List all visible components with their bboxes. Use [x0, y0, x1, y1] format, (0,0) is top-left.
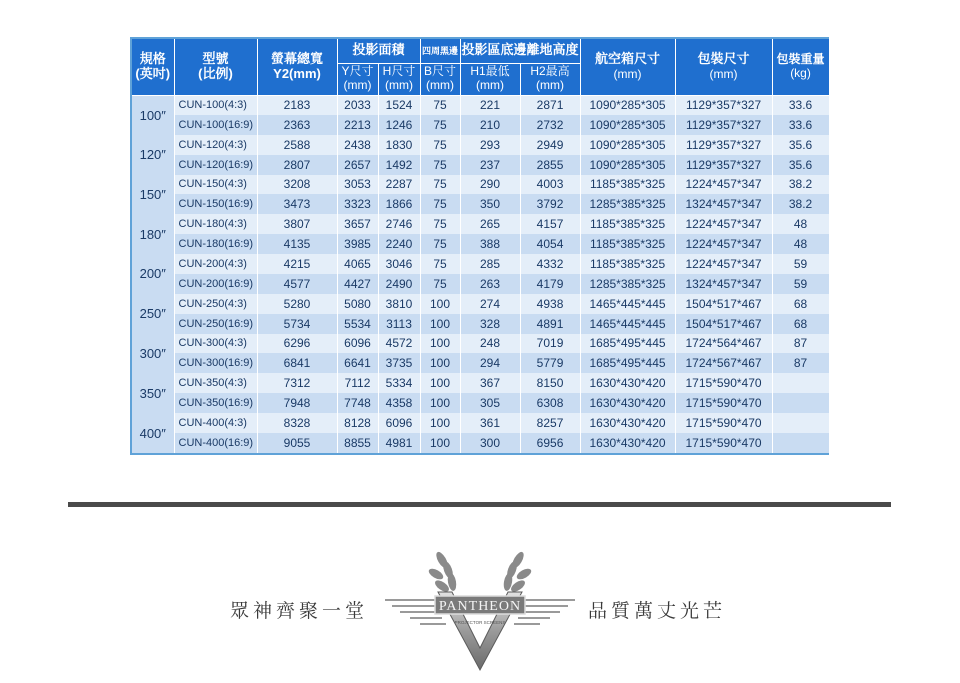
cell-y: 2213: [337, 115, 378, 135]
cell-model: CUN-350(16:9): [174, 393, 257, 413]
cell-b: 100: [420, 353, 460, 373]
spec-table-container: [130, 37, 829, 455]
cell-h1: 290: [460, 175, 520, 195]
cell-y2: 6841: [257, 353, 337, 373]
header-model: 型號 (比例): [174, 39, 257, 95]
cell-kg: 68: [772, 314, 829, 334]
cell-y: 5080: [337, 294, 378, 314]
cell-y2: 3807: [257, 214, 337, 234]
cell-h2: 4891: [520, 314, 580, 334]
cell-h2: 4332: [520, 254, 580, 274]
cell-h1: 265: [460, 214, 520, 234]
cell-h1: 305: [460, 393, 520, 413]
cell-y: 7748: [337, 393, 378, 413]
cell-model: CUN-400(4:3): [174, 413, 257, 433]
cell-b: 100: [420, 413, 460, 433]
header-package-size: 包裝尺寸 (mm): [675, 39, 772, 95]
cell-box: 1090*285*305: [580, 135, 675, 155]
cell-box: 1090*285*305: [580, 115, 675, 135]
cell-kg: 35.6: [772, 135, 829, 155]
cell-pack: 1224*457*347: [675, 234, 772, 254]
cell-box: 1185*385*325: [580, 234, 675, 254]
cell-y: 6641: [337, 353, 378, 373]
cell-h2: 7019: [520, 334, 580, 354]
size-cell: 350″: [132, 373, 174, 413]
cell-y: 8128: [337, 413, 378, 433]
table-row: [132, 413, 829, 433]
laurel-left-icon: [427, 550, 457, 594]
cell-box: 1685*495*445: [580, 353, 675, 373]
cell-b: 75: [420, 135, 460, 155]
cell-pack: 1224*457*347: [675, 214, 772, 234]
header-b-size: B尺寸 (mm): [420, 63, 460, 95]
cell-b: 75: [420, 214, 460, 234]
cell-h1: 388: [460, 234, 520, 254]
table-row: [132, 175, 829, 195]
size-cell: 250″: [132, 294, 174, 334]
cell-box: 1285*385*325: [580, 194, 675, 214]
cell-kg: [772, 393, 829, 413]
spec-table: [132, 39, 830, 453]
cell-pack: 1129*357*327: [675, 155, 772, 175]
header-screen-width: 螢幕總寬 Y2(mm): [257, 39, 337, 95]
cell-y2: 3473: [257, 194, 337, 214]
cell-model: CUN-300(4:3): [174, 334, 257, 354]
cell-h2: 3792: [520, 194, 580, 214]
logo-text: PANTHEON: [438, 599, 522, 614]
cell-kg: 38.2: [772, 175, 829, 195]
cell-h2: 2732: [520, 115, 580, 135]
header-black-border: 四周黑邊: [420, 39, 460, 63]
table-row: [132, 433, 829, 453]
cell-model: CUN-250(16:9): [174, 314, 257, 334]
cell-h2: 4054: [520, 234, 580, 254]
cell-model: CUN-100(4:3): [174, 95, 257, 115]
cell-b: 75: [420, 175, 460, 195]
cell-b: 75: [420, 254, 460, 274]
cell-y2: 8328: [257, 413, 337, 433]
cell-pack: 1129*357*327: [675, 135, 772, 155]
cell-h: 1492: [378, 155, 420, 175]
cell-h1: 285: [460, 254, 520, 274]
cell-y: 2657: [337, 155, 378, 175]
table-header: [132, 39, 829, 95]
cell-kg: 48: [772, 214, 829, 234]
cell-y: 4427: [337, 274, 378, 294]
cell-pack: 1715*590*470: [675, 413, 772, 433]
cell-h2: 2949: [520, 135, 580, 155]
cell-h: 6096: [378, 413, 420, 433]
table-row: [132, 194, 829, 214]
cell-pack: 1724*564*467: [675, 334, 772, 354]
cell-kg: 38.2: [772, 194, 829, 214]
table-row: [132, 135, 829, 155]
header-h-size: H尺寸 (mm): [378, 63, 420, 95]
slogan-left: 眾神齊聚一堂: [230, 600, 369, 622]
cell-h: 1246: [378, 115, 420, 135]
cell-y: 5534: [337, 314, 378, 334]
cell-pack: 1715*590*470: [675, 393, 772, 413]
cell-kg: [772, 433, 829, 453]
cell-pack: 1504*517*467: [675, 294, 772, 314]
table-row: [132, 373, 829, 393]
cell-pack: 1715*590*470: [675, 433, 772, 453]
cell-pack: 1129*357*327: [675, 95, 772, 115]
cell-kg: 35.6: [772, 155, 829, 175]
cell-kg: 33.6: [772, 115, 829, 135]
cell-y: 2033: [337, 95, 378, 115]
table-row: [132, 234, 829, 254]
cell-h1: 328: [460, 314, 520, 334]
table-row: [132, 393, 829, 413]
header-projection-area: 投影面積: [337, 39, 420, 63]
header-height-group: 投影區底邊離地高度: [460, 39, 580, 63]
cell-h2: 6956: [520, 433, 580, 453]
cell-h: 2746: [378, 214, 420, 234]
cell-b: 100: [420, 373, 460, 393]
cell-h2: 4003: [520, 175, 580, 195]
cell-box: 1285*385*325: [580, 274, 675, 294]
cell-b: 75: [420, 115, 460, 135]
cell-h1: 274: [460, 294, 520, 314]
cell-b: 100: [420, 433, 460, 453]
cell-pack: 1129*357*327: [675, 115, 772, 135]
cell-b: 100: [420, 334, 460, 354]
cell-y2: 4577: [257, 274, 337, 294]
cell-kg: 87: [772, 353, 829, 373]
table-body: [132, 95, 829, 453]
cell-model: CUN-180(4:3): [174, 214, 257, 234]
cell-b: 75: [420, 234, 460, 254]
cell-h2: 4938: [520, 294, 580, 314]
cell-h: 1866: [378, 194, 420, 214]
cell-y: 3657: [337, 214, 378, 234]
cell-model: CUN-200(16:9): [174, 274, 257, 294]
cell-kg: 48: [772, 234, 829, 254]
cell-box: 1630*430*420: [580, 373, 675, 393]
cell-h1: 367: [460, 373, 520, 393]
cell-h: 4572: [378, 334, 420, 354]
cell-h1: 350: [460, 194, 520, 214]
cell-b: 75: [420, 95, 460, 115]
cell-pack: 1224*457*347: [675, 254, 772, 274]
cell-h: 5334: [378, 373, 420, 393]
table-row: [132, 254, 829, 274]
cell-y: 4065: [337, 254, 378, 274]
cell-h: 4358: [378, 393, 420, 413]
cell-h2: 8257: [520, 413, 580, 433]
cell-box: 1185*385*325: [580, 175, 675, 195]
header-weight: 包裝重量 (kg): [772, 39, 829, 95]
cell-b: 100: [420, 294, 460, 314]
cell-y2: 3208: [257, 175, 337, 195]
cell-h: 1524: [378, 95, 420, 115]
cell-model: CUN-120(4:3): [174, 135, 257, 155]
cell-y: 3053: [337, 175, 378, 195]
cell-h1: 221: [460, 95, 520, 115]
table-row: [132, 274, 829, 294]
cell-y2: 5280: [257, 294, 337, 314]
cell-h1: 263: [460, 274, 520, 294]
cell-model: CUN-150(16:9): [174, 194, 257, 214]
cell-h1: 361: [460, 413, 520, 433]
cell-y2: 5734: [257, 314, 337, 334]
table-row: [132, 353, 829, 373]
cell-y2: 7948: [257, 393, 337, 413]
cell-pack: 1324*457*347: [675, 274, 772, 294]
cell-y2: 4215: [257, 254, 337, 274]
cell-model: CUN-350(4:3): [174, 373, 257, 393]
table-row: [132, 314, 829, 334]
cell-model: CUN-200(4:3): [174, 254, 257, 274]
cell-model: CUN-100(16:9): [174, 115, 257, 135]
cell-pack: 1715*590*470: [675, 373, 772, 393]
cell-pack: 1724*567*467: [675, 353, 772, 373]
cell-h2: 2855: [520, 155, 580, 175]
cell-model: CUN-300(16:9): [174, 353, 257, 373]
cell-kg: 59: [772, 274, 829, 294]
cell-y: 3323: [337, 194, 378, 214]
cell-b: 100: [420, 314, 460, 334]
header-h1: H1最低 (mm): [460, 63, 520, 95]
header-size: 規格 (英吋): [132, 39, 174, 95]
cell-y2: 2807: [257, 155, 337, 175]
size-cell: 400″: [132, 413, 174, 453]
cell-kg: [772, 413, 829, 433]
cell-box: 1090*285*305: [580, 95, 675, 115]
cell-h: 1830: [378, 135, 420, 155]
cell-y: 3985: [337, 234, 378, 254]
table-row: [132, 294, 829, 314]
cell-kg: [772, 373, 829, 393]
cell-h: 2287: [378, 175, 420, 195]
cell-h2: 4157: [520, 214, 580, 234]
cell-pack: 1324*457*347: [675, 194, 772, 214]
cell-h: 3735: [378, 353, 420, 373]
cell-y2: 7312: [257, 373, 337, 393]
header-h2: H2最高 (mm): [520, 63, 580, 95]
cell-h1: 248: [460, 334, 520, 354]
cell-h: 2240: [378, 234, 420, 254]
cell-h1: 294: [460, 353, 520, 373]
cell-h: 2490: [378, 274, 420, 294]
cell-y: 2438: [337, 135, 378, 155]
cell-h1: 293: [460, 135, 520, 155]
cell-y: 7112: [337, 373, 378, 393]
size-cell: 200″: [132, 254, 174, 294]
cell-h1: 210: [460, 115, 520, 135]
cell-kg: 87: [772, 334, 829, 354]
header-y-size: Y尺寸 (mm): [337, 63, 378, 95]
cell-y2: 6296: [257, 334, 337, 354]
cell-h: 3046: [378, 254, 420, 274]
header-flight-case: 航空箱尺寸 (mm): [580, 39, 675, 95]
table-row: [132, 155, 829, 175]
cell-box: 1630*430*420: [580, 413, 675, 433]
cell-h2: 6308: [520, 393, 580, 413]
cell-box: 1685*495*445: [580, 334, 675, 354]
slogan-right: 品質萬丈光芒: [588, 600, 727, 622]
cell-kg: 68: [772, 294, 829, 314]
cell-box: 1630*430*420: [580, 393, 675, 413]
cell-h: 4981: [378, 433, 420, 453]
cell-kg: 33.6: [772, 95, 829, 115]
cell-b: 75: [420, 274, 460, 294]
cell-h1: 300: [460, 433, 520, 453]
size-cell: 150″: [132, 175, 174, 215]
table-row: [132, 334, 829, 354]
cell-h: 3113: [378, 314, 420, 334]
cell-h1: 237: [460, 155, 520, 175]
cell-box: 1465*445*445: [580, 294, 675, 314]
cell-y2: 4135: [257, 234, 337, 254]
section-divider: [68, 502, 891, 507]
cell-pack: 1504*517*467: [675, 314, 772, 334]
size-cell: 120″: [132, 135, 174, 175]
cell-h2: 5779: [520, 353, 580, 373]
cell-model: CUN-400(16:9): [174, 433, 257, 453]
cell-h2: 8150: [520, 373, 580, 393]
table-row: [132, 95, 829, 115]
cell-y2: 2183: [257, 95, 337, 115]
cell-b: 75: [420, 155, 460, 175]
size-cell: 100″: [132, 95, 174, 135]
cell-model: CUN-120(16:9): [174, 155, 257, 175]
logo-subtext: PROJECTOR SCREENS: [454, 620, 506, 625]
size-cell: 300″: [132, 334, 174, 374]
cell-box: 1465*445*445: [580, 314, 675, 334]
cell-box: 1090*285*305: [580, 155, 675, 175]
cell-h2: 4179: [520, 274, 580, 294]
cell-model: CUN-180(16:9): [174, 234, 257, 254]
cell-b: 100: [420, 393, 460, 413]
table-row: [132, 214, 829, 234]
cell-b: 75: [420, 194, 460, 214]
cell-y: 8855: [337, 433, 378, 453]
cell-h2: 2871: [520, 95, 580, 115]
pantheon-logo: [380, 540, 580, 675]
cell-y2: 2363: [257, 115, 337, 135]
size-cell: 180″: [132, 214, 174, 254]
cell-kg: 59: [772, 254, 829, 274]
cell-y: 6096: [337, 334, 378, 354]
cell-y2: 2588: [257, 135, 337, 155]
cell-box: 1185*385*325: [580, 254, 675, 274]
cell-pack: 1224*457*347: [675, 175, 772, 195]
cell-y2: 9055: [257, 433, 337, 453]
cell-model: CUN-150(4:3): [174, 175, 257, 195]
table-row: [132, 115, 829, 135]
laurel-right-icon: [502, 550, 532, 594]
cell-box: 1630*430*420: [580, 433, 675, 453]
cell-h: 3810: [378, 294, 420, 314]
cell-box: 1185*385*325: [580, 214, 675, 234]
cell-model: CUN-250(4:3): [174, 294, 257, 314]
